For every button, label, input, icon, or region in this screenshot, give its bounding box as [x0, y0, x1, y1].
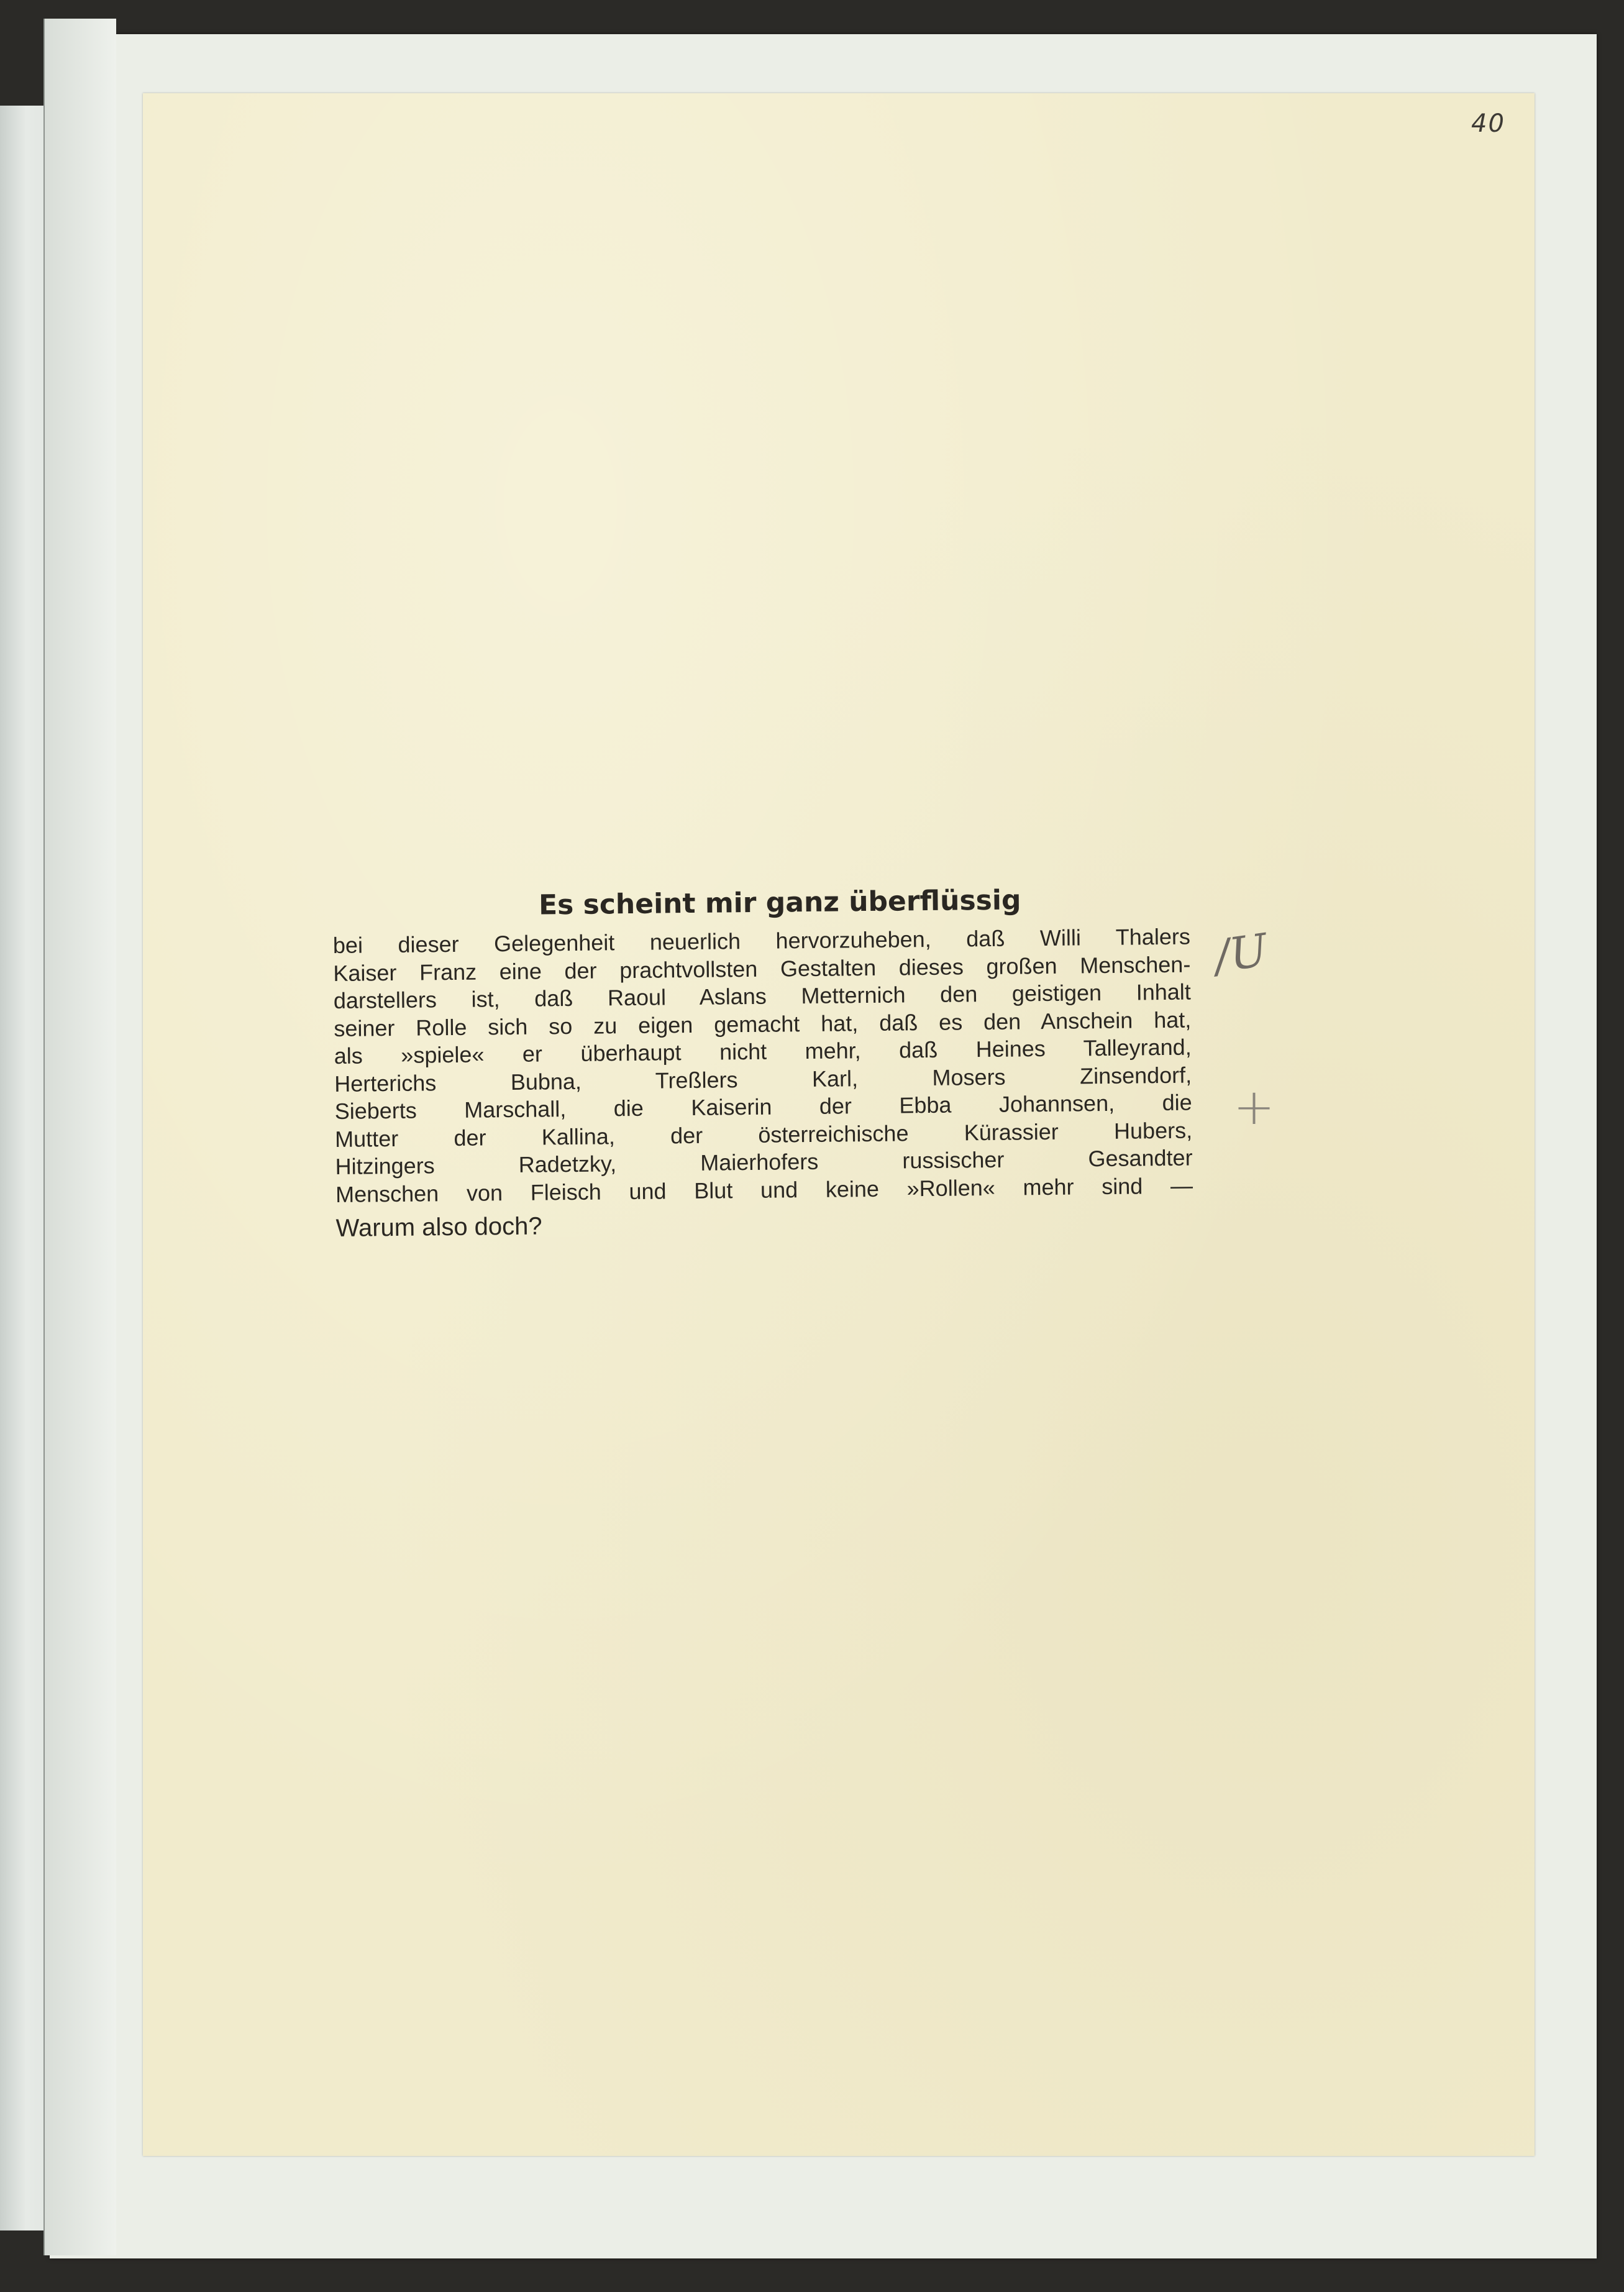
binding-edge — [43, 19, 116, 2255]
body-line: Hitzingers Radetzky, Maierhofers russischer Gesandter — [335, 1144, 1193, 1179]
body-line: Herterichs Bubna, Treßlers Karl, Mosers Zinsendorf, — [334, 1062, 1192, 1097]
margin-annotation: /U — [1211, 923, 1271, 983]
clipping-body — [333, 923, 1193, 1208]
body-line: Menschen von Fleisch und Blut und keine »Rollen« mehr sind — — [335, 1172, 1193, 1207]
newspaper-clipping — [332, 883, 1193, 1243]
clipping-headline: Es scheint mir ganz überflüssig — [538, 884, 1021, 921]
body-line: Mutter der Kallina, der österreichische Kürassier Hubers, — [334, 1117, 1193, 1152]
body-line: darstellers ist, daß Raoul Aslans Metternich den geistigen Inhalt — [333, 979, 1191, 1013]
body-line: bei dieser Gelegenheit neuerlich hervorzuheben, daß Willi Thalers — [332, 923, 1191, 958]
page-number: 40 — [1471, 109, 1505, 138]
body-line: als »spiele« er überhaupt nicht mehr, daß Heines Talleyrand, — [334, 1034, 1192, 1069]
body-line: Sieberts Marschall, die Kaiserin der Ebba Johannsen, die — [334, 1089, 1192, 1124]
margin-cross-mark: + — [1233, 1078, 1275, 1136]
clipping-closing: Warum also doch? — [335, 1212, 542, 1242]
body-line: seiner Rolle sich so zu eigen gemacht hat, daß es den Anschein hat, — [334, 1007, 1192, 1041]
body-line: Kaiser Franz eine der prachtvollsten Gestalten dieses großen Menschen- — [333, 951, 1191, 986]
